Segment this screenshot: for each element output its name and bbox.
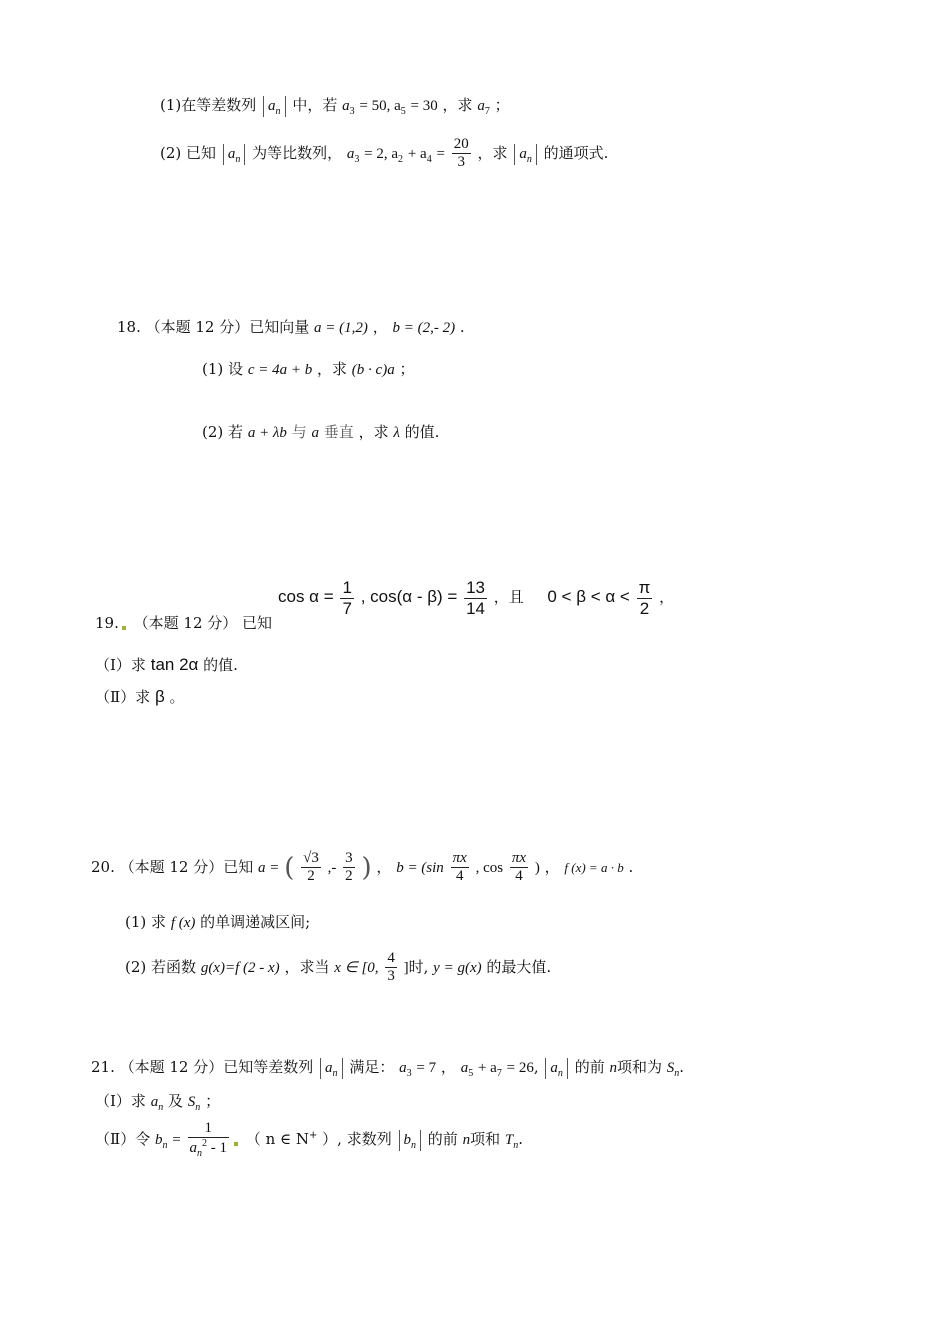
problem-19-heading: 19. （本题 12 分） 已知 [95, 614, 273, 632]
condition-a3: = 50, a [359, 98, 401, 114]
problem-21-heading: 21. （本题 12 分）已知等差数列 $a_n$ 满足： $a_3 = 7$ ， $a_5 + a_7 = 26$, $a_n$ 的前 n项和为 $S_n$. [91, 1058, 685, 1079]
text: 中，若 [292, 96, 338, 114]
problem-20-part-2: (2) 若函数 g(x)=f (2 - x) ，求当 x ∈ [0, $\frac{4}{3}$ ]时, y = g(x) 的最大值. [125, 950, 552, 985]
problem-19-part-1: （Ⅰ）求 tan 2α 的值. [95, 655, 238, 674]
condition-a5: = 30 [410, 98, 438, 114]
problem-20-heading: 20. （本题 12 分）已知 a = ( $\frac{√3}{2}$ ,- $\frac{3}{2}$ ) ， b = (sin $\frac{\pi x}{4}$ , cos $\frac{\pi x}{4}$ ) ， f (x) = a · b . [91, 850, 634, 885]
problem-18-heading: 18. （本题 12 分）已知向量 a = (1,2) ， b = (2,- 2) . [117, 318, 465, 336]
problem-17-part-2: (2) 已知 $a_n$ 为等比数列， $a_3 = 2$, $a_2 + a_4$ = $\frac{20}{3}$ ，求 $a_n$ 的通项式. [160, 136, 609, 171]
vector-b-def: b = (2,- 2) [392, 320, 456, 336]
problem-19-condition: cos α = $\frac{1}{7}$ , cos(α - β) = $\frac{13}{14}$ ，且 0 < β < α < $\frac{\pi}{2}$ ， [278, 578, 675, 618]
problem-21-part-2: （Ⅱ）令 $b_n$ = $\frac{1}{a_n^2 - 1}$ （ n ∈ N+ ）, 求数列 $b_n$ 的前 n项和 $T_n$. [95, 1120, 523, 1160]
bullet-dot [234, 1142, 238, 1146]
problem-19-part-2: （Ⅱ）求 β 。 [95, 687, 185, 706]
bullet-dot [122, 626, 126, 630]
problem-20-part-1: (1) 求 f (x) 的单调递减区间; [125, 913, 311, 931]
text: (1)在等差数列 [160, 96, 257, 114]
sequence-braces: $a_n$ [263, 96, 286, 117]
text: ，求 [442, 96, 473, 114]
problem-21-part-1: （Ⅰ）求 $a_n$ 及 $S_n$ ； [95, 1092, 221, 1113]
problem-17-part-1: (1)在等差数列 $a_n$ 中，若 $a_3 = 50$, $a_5 = 30$ ，求 $a_7$ ； [160, 96, 510, 117]
fraction-20-3: $\frac{20}{3}$ [453, 136, 469, 171]
text: (2) 已知 [160, 143, 217, 162]
problem-18-part-2: (2) 若 a + λb 与 a 垂直 ，求 λ 的值. [202, 423, 440, 441]
vector-a-def: a = (1,2) [314, 320, 368, 336]
problem-18-part-1: (1) 设 c = 4a + b ，求 (b · c)a ； [202, 360, 415, 378]
